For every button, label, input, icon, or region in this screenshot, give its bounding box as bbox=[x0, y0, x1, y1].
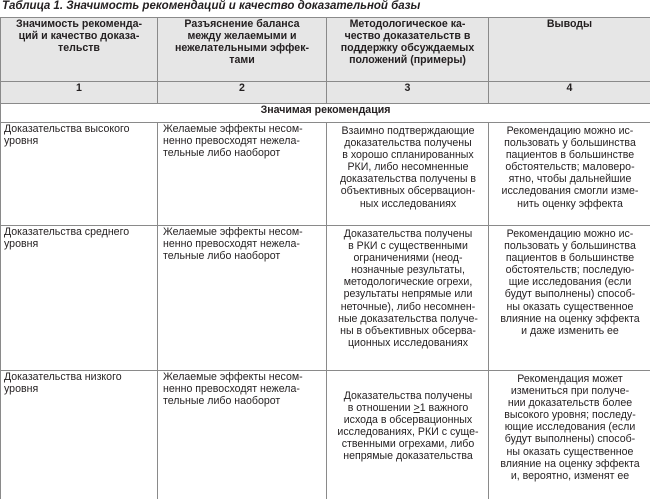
table-row bbox=[1, 123, 650, 226]
column-number: 4 bbox=[489, 82, 650, 104]
column-number-row bbox=[1, 82, 650, 104]
header-col1: Значимость рекоменда- ций и качество доказа- тельств bbox=[1, 18, 158, 82]
geq-sign: > bbox=[413, 402, 420, 415]
conclusion-cell: Рекомендацию можно ис- пользовать у большинства пациентов в большинстве обстоятельств; маловеро- ятно, чтобы дальнейшие исследования смогли изме- нить оценку эффекта bbox=[489, 123, 650, 226]
header-col4: Выводы bbox=[489, 18, 650, 82]
quality-cell: Доказательства среднего уровня bbox=[1, 226, 158, 371]
conclusion-cell: Рекомендацию можно ис- пользовать у большинства пациентов в большинстве обстоятельств; последую- щие исследования (если будут выполнены) способ- ны оказать существенное влияние на оценку эффекта и даже изменить ее bbox=[489, 226, 650, 371]
method-cell: Доказательства получены в отношении >1 важного исхода в обсервационных исследованиях, РКИ с суще- ственными огрехами, либо непрямые доказательства bbox=[327, 371, 489, 499]
header-row bbox=[1, 18, 650, 82]
table-row bbox=[1, 371, 650, 499]
column-number: 3 bbox=[327, 82, 489, 104]
column-number: 1 bbox=[1, 82, 158, 104]
header-col3: Методологическое ка- чество доказательств в поддержку обсуждаемых положений (примеры) bbox=[327, 18, 489, 82]
method-cell: Взаимно подтверждающие доказательства получены в хорошо спланированных РКИ, либо несомненные доказательства получены в объективных обсервацион- ных исследованиях bbox=[327, 123, 489, 226]
balance-cell: Желаемые эффекты несом- ненно превосходят нежела- тельные либо наоборот bbox=[158, 226, 327, 371]
table-row bbox=[1, 226, 650, 371]
table-caption: Таблица 1. Значимость рекомендаций и качество доказательной базы bbox=[2, 0, 421, 12]
column-number: 2 bbox=[158, 82, 327, 104]
quality-cell: Доказательства низкого уровня bbox=[1, 371, 158, 499]
section-row bbox=[1, 104, 650, 123]
section-title: Значимая рекомендация bbox=[1, 104, 650, 123]
conclusion-cell: Рекомендация может измениться при получе- нии доказательств более высокого уровня; последу- ющие исследования (если будут выполнены) способ- ны оказать существенное влияние на оценку эффекта и, вероятно, изменят ее bbox=[489, 371, 650, 499]
balance-cell: Желаемые эффекты несом- ненно превосходят нежела- тельные либо наоборот bbox=[158, 123, 327, 226]
balance-cell: Желаемые эффекты несом- ненно превосходят нежела- тельные либо наоборот bbox=[158, 371, 327, 499]
header-col2: Разъяснение баланса между желаемыми и нежелательными эффек- тами bbox=[158, 18, 327, 82]
method-cell: Доказательства получены в РКИ с существенными ограничениями (неод- нозначные результаты, методологические огрехи, результаты непрямые или неточные), либо несомнен- ные доказательства получе- ны в объективных обсерва- ционных исследованиях bbox=[327, 226, 489, 371]
quality-cell: Доказательства высокого уровня bbox=[1, 123, 158, 226]
outcome-line: в отношении >1 важного bbox=[347, 402, 469, 415]
evidence-table bbox=[0, 17, 650, 499]
